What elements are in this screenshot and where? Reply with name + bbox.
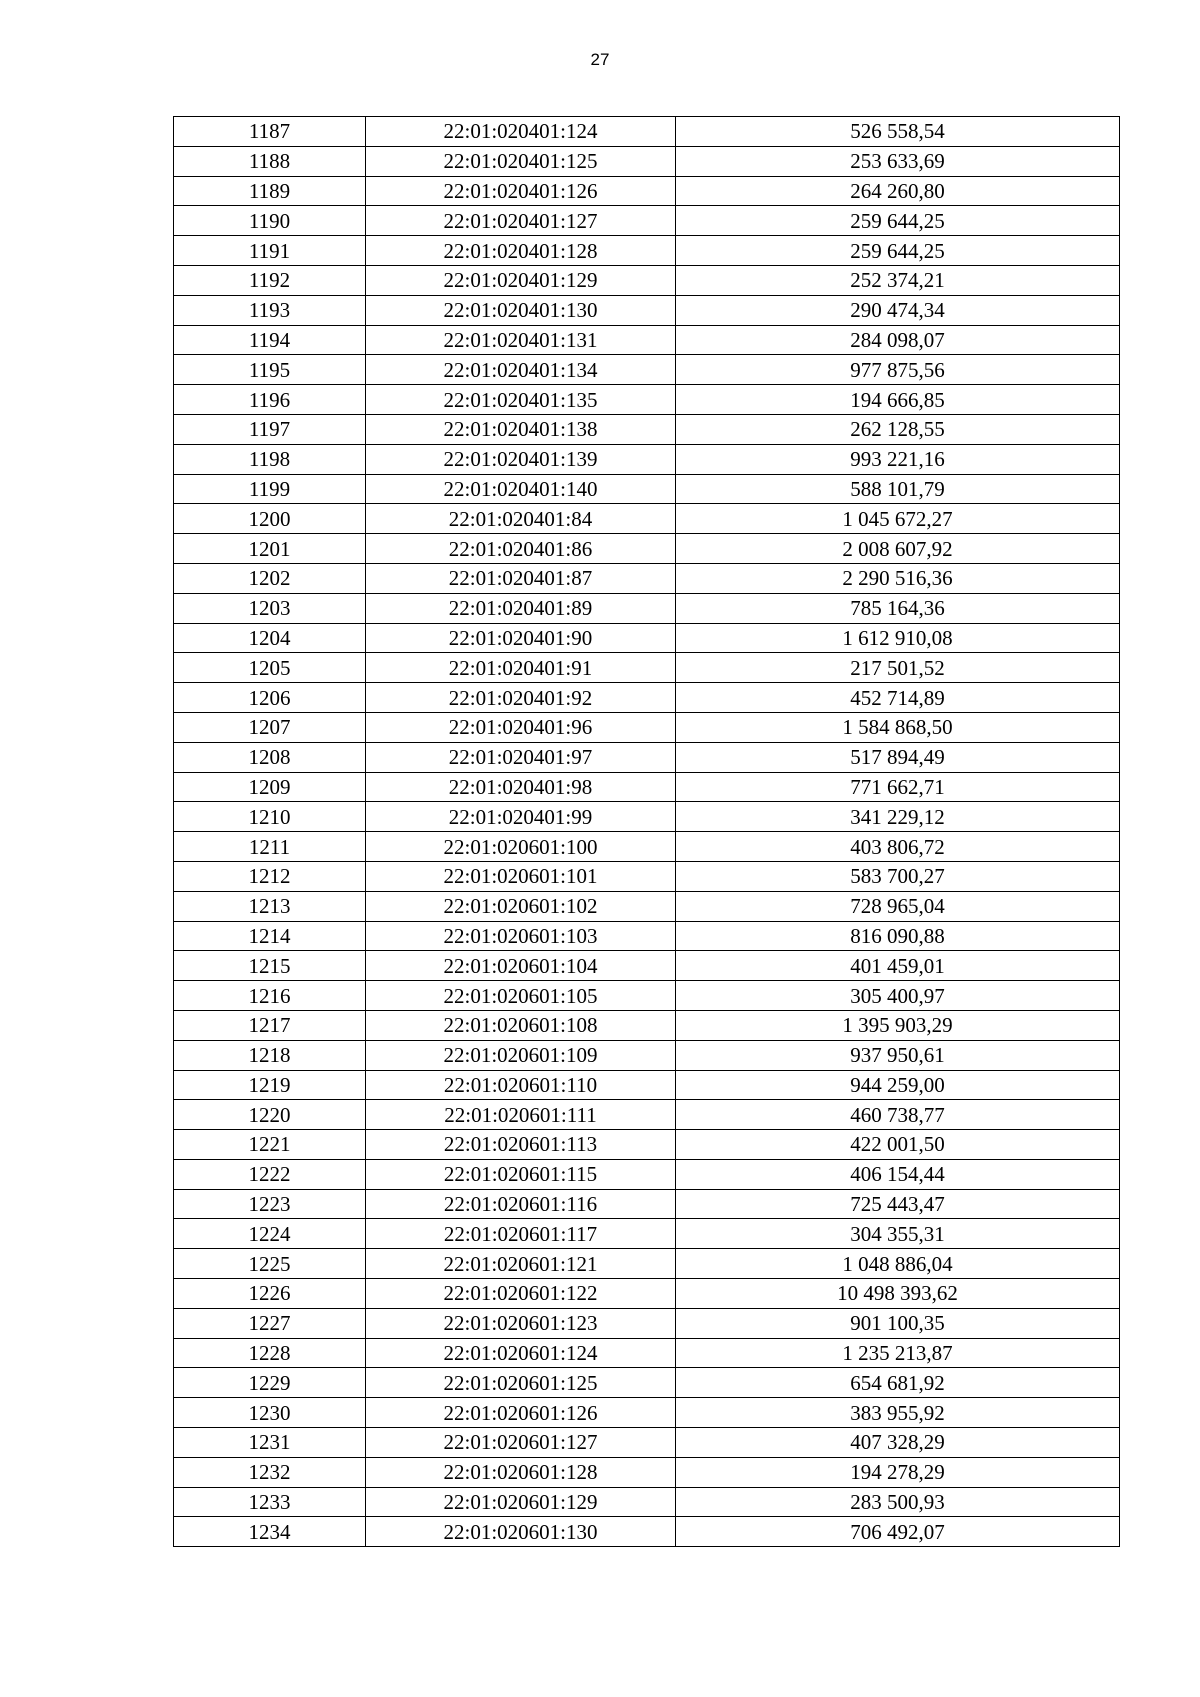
row-number-cell: 1218 xyxy=(174,1040,366,1070)
cadastral-value-cell: 1 395 903,29 xyxy=(676,1010,1120,1040)
row-number-cell: 1210 xyxy=(174,802,366,832)
row-number-cell: 1208 xyxy=(174,742,366,772)
cadastral-number-cell: 22:01:020601:104 xyxy=(366,951,676,981)
row-number-cell: 1216 xyxy=(174,981,366,1011)
cadastral-number-cell: 22:01:020401:89 xyxy=(366,593,676,623)
cadastral-number-cell: 22:01:020401:92 xyxy=(366,683,676,713)
table-row xyxy=(174,712,1120,742)
row-number-cell: 1192 xyxy=(174,265,366,295)
cadastral-number-cell: 22:01:020601:116 xyxy=(366,1189,676,1219)
table-row xyxy=(174,1219,1120,1249)
row-number-cell: 1230 xyxy=(174,1398,366,1428)
table-row xyxy=(174,146,1120,176)
cadastral-value-table xyxy=(173,116,1120,1547)
row-number-cell: 1199 xyxy=(174,474,366,504)
table-row xyxy=(174,593,1120,623)
table-row xyxy=(174,1249,1120,1279)
row-number-cell: 1220 xyxy=(174,1100,366,1130)
cadastral-number-cell: 22:01:020601:125 xyxy=(366,1368,676,1398)
cadastral-number-cell: 22:01:020401:131 xyxy=(366,325,676,355)
table-row xyxy=(174,1428,1120,1458)
cadastral-value-cell: 785 164,36 xyxy=(676,593,1120,623)
table-row xyxy=(174,891,1120,921)
table-row xyxy=(174,236,1120,266)
cadastral-value-cell: 383 955,92 xyxy=(676,1398,1120,1428)
cadastral-value-cell: 728 965,04 xyxy=(676,891,1120,921)
cadastral-value-cell: 1 612 910,08 xyxy=(676,623,1120,653)
cadastral-value-cell: 816 090,88 xyxy=(676,921,1120,951)
row-number-cell: 1227 xyxy=(174,1308,366,1338)
cadastral-number-cell: 22:01:020401:124 xyxy=(366,117,676,147)
cadastral-number-cell: 22:01:020601:100 xyxy=(366,832,676,862)
cadastral-number-cell: 22:01:020601:128 xyxy=(366,1457,676,1487)
table-row xyxy=(174,832,1120,862)
cadastral-value-cell: 2 290 516,36 xyxy=(676,563,1120,593)
table-row xyxy=(174,1457,1120,1487)
table-row xyxy=(174,742,1120,772)
table-row xyxy=(174,295,1120,325)
cadastral-value-cell: 1 045 672,27 xyxy=(676,504,1120,534)
cadastral-value-cell: 937 950,61 xyxy=(676,1040,1120,1070)
cadastral-value-cell: 305 400,97 xyxy=(676,981,1120,1011)
cadastral-value-cell: 2 008 607,92 xyxy=(676,534,1120,564)
table-row xyxy=(174,772,1120,802)
cadastral-number-cell: 22:01:020401:139 xyxy=(366,444,676,474)
cadastral-number-cell: 22:01:020401:99 xyxy=(366,802,676,832)
table-row xyxy=(174,1487,1120,1517)
table-row xyxy=(174,1189,1120,1219)
cadastral-number-cell: 22:01:020401:96 xyxy=(366,712,676,742)
row-number-cell: 1190 xyxy=(174,206,366,236)
cadastral-value-cell: 588 101,79 xyxy=(676,474,1120,504)
cadastral-value-cell: 217 501,52 xyxy=(676,653,1120,683)
cadastral-number-cell: 22:01:020601:117 xyxy=(366,1219,676,1249)
table-row xyxy=(174,1517,1120,1547)
cadastral-number-cell: 22:01:020401:91 xyxy=(366,653,676,683)
cadastral-number-cell: 22:01:020601:121 xyxy=(366,1249,676,1279)
table-row xyxy=(174,683,1120,713)
table-row xyxy=(174,385,1120,415)
row-number-cell: 1219 xyxy=(174,1070,366,1100)
row-number-cell: 1213 xyxy=(174,891,366,921)
cadastral-value-cell: 253 633,69 xyxy=(676,146,1120,176)
row-number-cell: 1191 xyxy=(174,236,366,266)
row-number-cell: 1214 xyxy=(174,921,366,951)
row-number-cell: 1221 xyxy=(174,1130,366,1160)
cadastral-number-cell: 22:01:020601:115 xyxy=(366,1159,676,1189)
row-number-cell: 1209 xyxy=(174,772,366,802)
row-number-cell: 1202 xyxy=(174,563,366,593)
row-number-cell: 1233 xyxy=(174,1487,366,1517)
row-number-cell: 1222 xyxy=(174,1159,366,1189)
table-row xyxy=(174,1368,1120,1398)
cadastral-value-cell: 901 100,35 xyxy=(676,1308,1120,1338)
cadastral-value-cell: 283 500,93 xyxy=(676,1487,1120,1517)
table-row xyxy=(174,981,1120,1011)
row-number-cell: 1203 xyxy=(174,593,366,623)
table-row xyxy=(174,1010,1120,1040)
row-number-cell: 1232 xyxy=(174,1457,366,1487)
table-row xyxy=(174,176,1120,206)
table-row xyxy=(174,1100,1120,1130)
table-row xyxy=(174,355,1120,385)
row-number-cell: 1206 xyxy=(174,683,366,713)
table-row xyxy=(174,653,1120,683)
cadastral-number-cell: 22:01:020401:84 xyxy=(366,504,676,534)
table-row xyxy=(174,1159,1120,1189)
cadastral-value-cell: 706 492,07 xyxy=(676,1517,1120,1547)
cadastral-number-cell: 22:01:020401:98 xyxy=(366,772,676,802)
cadastral-value-cell: 1 048 886,04 xyxy=(676,1249,1120,1279)
table-row xyxy=(174,921,1120,951)
cadastral-value-cell: 262 128,55 xyxy=(676,414,1120,444)
row-number-cell: 1187 xyxy=(174,117,366,147)
cadastral-number-cell: 22:01:020601:110 xyxy=(366,1070,676,1100)
table-row xyxy=(174,474,1120,504)
cadastral-value-cell: 194 666,85 xyxy=(676,385,1120,415)
row-number-cell: 1196 xyxy=(174,385,366,415)
table-row xyxy=(174,1279,1120,1309)
row-number-cell: 1212 xyxy=(174,861,366,891)
cadastral-number-cell: 22:01:020401:140 xyxy=(366,474,676,504)
cadastral-number-cell: 22:01:020401:90 xyxy=(366,623,676,653)
cadastral-number-cell: 22:01:020401:97 xyxy=(366,742,676,772)
row-number-cell: 1204 xyxy=(174,623,366,653)
cadastral-number-cell: 22:01:020601:109 xyxy=(366,1040,676,1070)
cadastral-number-cell: 22:01:020401:87 xyxy=(366,563,676,593)
cadastral-number-cell: 22:01:020601:127 xyxy=(366,1428,676,1458)
cadastral-value-cell: 422 001,50 xyxy=(676,1130,1120,1160)
table-body xyxy=(174,117,1120,1547)
row-number-cell: 1188 xyxy=(174,146,366,176)
table-row xyxy=(174,861,1120,891)
row-number-cell: 1217 xyxy=(174,1010,366,1040)
cadastral-number-cell: 22:01:020601:126 xyxy=(366,1398,676,1428)
cadastral-value-cell: 10 498 393,62 xyxy=(676,1279,1120,1309)
cadastral-value-cell: 401 459,01 xyxy=(676,951,1120,981)
cadastral-number-cell: 22:01:020601:102 xyxy=(366,891,676,921)
cadastral-value-cell: 407 328,29 xyxy=(676,1428,1120,1458)
row-number-cell: 1228 xyxy=(174,1338,366,1368)
cadastral-value-cell: 252 374,21 xyxy=(676,265,1120,295)
cadastral-number-cell: 22:01:020601:113 xyxy=(366,1130,676,1160)
cadastral-number-cell: 22:01:020601:101 xyxy=(366,861,676,891)
table-row xyxy=(174,802,1120,832)
row-number-cell: 1205 xyxy=(174,653,366,683)
table-row xyxy=(174,265,1120,295)
table-row xyxy=(174,206,1120,236)
cadastral-value-cell: 406 154,44 xyxy=(676,1159,1120,1189)
table-row xyxy=(174,534,1120,564)
row-number-cell: 1189 xyxy=(174,176,366,206)
cadastral-value-cell: 264 260,80 xyxy=(676,176,1120,206)
table-row xyxy=(174,414,1120,444)
cadastral-number-cell: 22:01:020601:105 xyxy=(366,981,676,1011)
cadastral-number-cell: 22:01:020601:103 xyxy=(366,921,676,951)
table-row xyxy=(174,623,1120,653)
cadastral-number-cell: 22:01:020601:130 xyxy=(366,1517,676,1547)
table-row xyxy=(174,563,1120,593)
cadastral-value-cell: 526 558,54 xyxy=(676,117,1120,147)
cadastral-number-cell: 22:01:020401:130 xyxy=(366,295,676,325)
cadastral-value-cell: 403 806,72 xyxy=(676,832,1120,862)
table-row xyxy=(174,117,1120,147)
cadastral-value-cell: 304 355,31 xyxy=(676,1219,1120,1249)
table-row xyxy=(174,1398,1120,1428)
cadastral-number-cell: 22:01:020601:122 xyxy=(366,1279,676,1309)
cadastral-value-cell: 341 229,12 xyxy=(676,802,1120,832)
row-number-cell: 1223 xyxy=(174,1189,366,1219)
cadastral-number-cell: 22:01:020401:125 xyxy=(366,146,676,176)
cadastral-number-cell: 22:01:020401:127 xyxy=(366,206,676,236)
cadastral-number-cell: 22:01:020401:134 xyxy=(366,355,676,385)
cadastral-value-cell: 771 662,71 xyxy=(676,772,1120,802)
row-number-cell: 1193 xyxy=(174,295,366,325)
cadastral-value-cell: 460 738,77 xyxy=(676,1100,1120,1130)
cadastral-number-cell: 22:01:020601:123 xyxy=(366,1308,676,1338)
cadastral-value-cell: 517 894,49 xyxy=(676,742,1120,772)
cadastral-value-cell: 583 700,27 xyxy=(676,861,1120,891)
table-row xyxy=(174,504,1120,534)
row-number-cell: 1234 xyxy=(174,1517,366,1547)
cadastral-number-cell: 22:01:020601:124 xyxy=(366,1338,676,1368)
cadastral-value-cell: 1 584 868,50 xyxy=(676,712,1120,742)
cadastral-value-cell: 194 278,29 xyxy=(676,1457,1120,1487)
cadastral-number-cell: 22:01:020401:128 xyxy=(366,236,676,266)
cadastral-number-cell: 22:01:020401:138 xyxy=(366,414,676,444)
row-number-cell: 1225 xyxy=(174,1249,366,1279)
row-number-cell: 1197 xyxy=(174,414,366,444)
cadastral-number-cell: 22:01:020601:129 xyxy=(366,1487,676,1517)
row-number-cell: 1215 xyxy=(174,951,366,981)
cadastral-value-cell: 993 221,16 xyxy=(676,444,1120,474)
table-row xyxy=(174,1040,1120,1070)
cadastral-value-cell: 1 235 213,87 xyxy=(676,1338,1120,1368)
cadastral-number-cell: 22:01:020401:135 xyxy=(366,385,676,415)
page-number: 27 xyxy=(590,50,610,69)
row-number-cell: 1226 xyxy=(174,1279,366,1309)
table-row xyxy=(174,1338,1120,1368)
cadastral-value-cell: 259 644,25 xyxy=(676,236,1120,266)
table-row xyxy=(174,444,1120,474)
cadastral-value-cell: 259 644,25 xyxy=(676,206,1120,236)
row-number-cell: 1198 xyxy=(174,444,366,474)
row-number-cell: 1201 xyxy=(174,534,366,564)
cadastral-value-cell: 977 875,56 xyxy=(676,355,1120,385)
cadastral-value-cell: 944 259,00 xyxy=(676,1070,1120,1100)
cadastral-number-cell: 22:01:020601:108 xyxy=(366,1010,676,1040)
row-number-cell: 1231 xyxy=(174,1428,366,1458)
cadastral-value-cell: 284 098,07 xyxy=(676,325,1120,355)
cadastral-number-cell: 22:01:020401:126 xyxy=(366,176,676,206)
table-row xyxy=(174,1308,1120,1338)
cadastral-value-cell: 654 681,92 xyxy=(676,1368,1120,1398)
table-row xyxy=(174,1130,1120,1160)
row-number-cell: 1224 xyxy=(174,1219,366,1249)
row-number-cell: 1200 xyxy=(174,504,366,534)
row-number-cell: 1207 xyxy=(174,712,366,742)
cadastral-value-cell: 725 443,47 xyxy=(676,1189,1120,1219)
row-number-cell: 1195 xyxy=(174,355,366,385)
cadastral-number-cell: 22:01:020401:86 xyxy=(366,534,676,564)
row-number-cell: 1229 xyxy=(174,1368,366,1398)
cadastral-number-cell: 22:01:020401:129 xyxy=(366,265,676,295)
table-row xyxy=(174,325,1120,355)
row-number-cell: 1211 xyxy=(174,832,366,862)
cadastral-number-cell: 22:01:020601:111 xyxy=(366,1100,676,1130)
cadastral-value-cell: 452 714,89 xyxy=(676,683,1120,713)
row-number-cell: 1194 xyxy=(174,325,366,355)
cadastral-value-cell: 290 474,34 xyxy=(676,295,1120,325)
table-row xyxy=(174,951,1120,981)
table-row xyxy=(174,1070,1120,1100)
